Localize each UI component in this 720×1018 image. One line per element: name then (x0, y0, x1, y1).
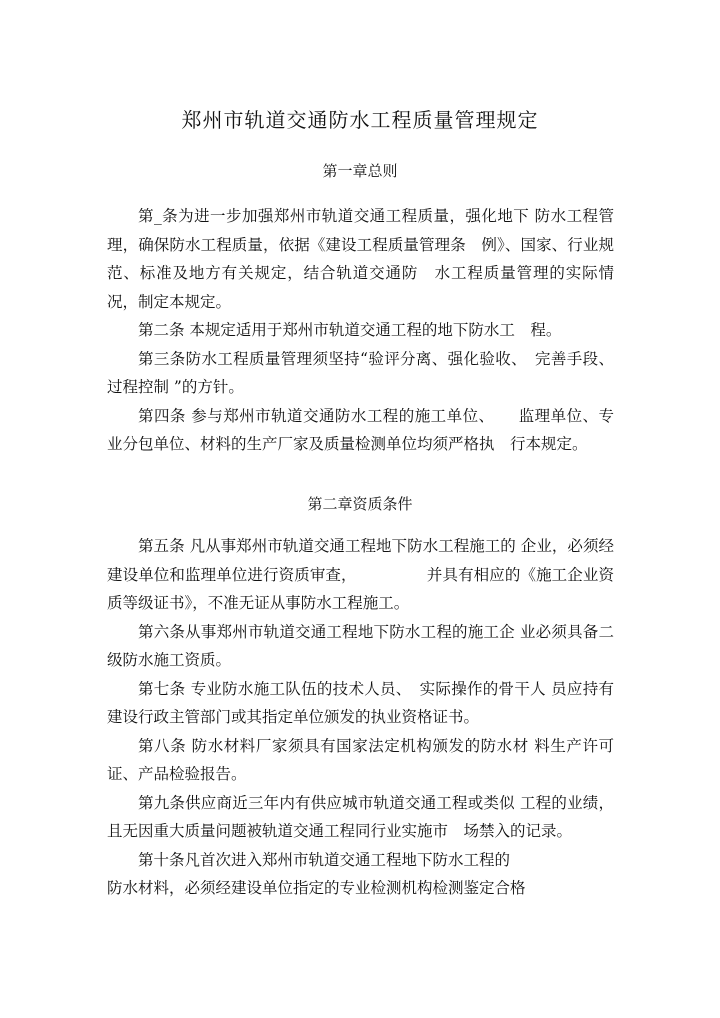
chapter-2-body (107, 532, 614, 903)
document-title: 郑州市轨道交通防水工程质量管理规定 (181, 108, 539, 132)
article-2: 第二条 本规定适用于郑州市轨道交通工程的地下防水工 程。 (138, 321, 562, 339)
chapter-1-body (107, 202, 614, 459)
article-10: 第十条凡首次进入郑州市轨道交通工程地下防水工程的 (138, 850, 511, 869)
chapter-1-heading: 第一章总则 (322, 162, 398, 180)
article-8: 第八条 防水材料厂家须具有国家法定机构颁发的防水材 料生产许可证、产品检验报告。 (107, 736, 614, 783)
article-10-continued: 防水材料，必须经建设单位指定的专业检测机构检测鉴定合格 (107, 879, 526, 897)
article-6: 第六条从事郑州市轨道交通工程地下防水工程的施工企 业必须具备二级防水施工资质。 (107, 622, 614, 669)
chapter-2-heading: 第二章资质条件 (307, 495, 413, 513)
article-5: 第五条 凡从事郑州市轨道交通工程地下防水工程施工的 企业，必须经建设单位和监理单位进行资质审查， 并具有相应的《施工企业资质等级证书》，不准无证从事防水工程施工。 (107, 537, 614, 612)
article-1: 第_条为进一步加强郑州市轨道交通工程质量，强化地下 防水工程管理，确保防水工程质量，依据《建设工程质量管理条 例》、国家、行业规范、标准及地方有关规定，结合轨道交通防 水工程质量管理的实际情况，制定本规定。 (107, 207, 614, 311)
article-7: 第七条 专业防水施工队伍的技术人员、 实际操作的骨干人 员应持有建设行政主管部门或其指定单位颁发的执业资格证书。 (107, 679, 614, 726)
article-9: 第九条供应商近三年内有供应城市轨道交通工程或类似 工程的业绩，且无因重大质量问题被轨道交通工程同行业实施市 场禁入的记录。 (107, 793, 614, 840)
article-4: 第四条 参与郑州市轨道交通防水工程的施工单位、 监理单位、专业分包单位、材料的生产厂家及质量检测单位均须严格执 行本规定。 (107, 406, 614, 453)
article-3: 第三条防水工程质量管理须坚持“验评分离、强化验收、 完善手段、过程控制 ”的方针。 (107, 349, 614, 396)
